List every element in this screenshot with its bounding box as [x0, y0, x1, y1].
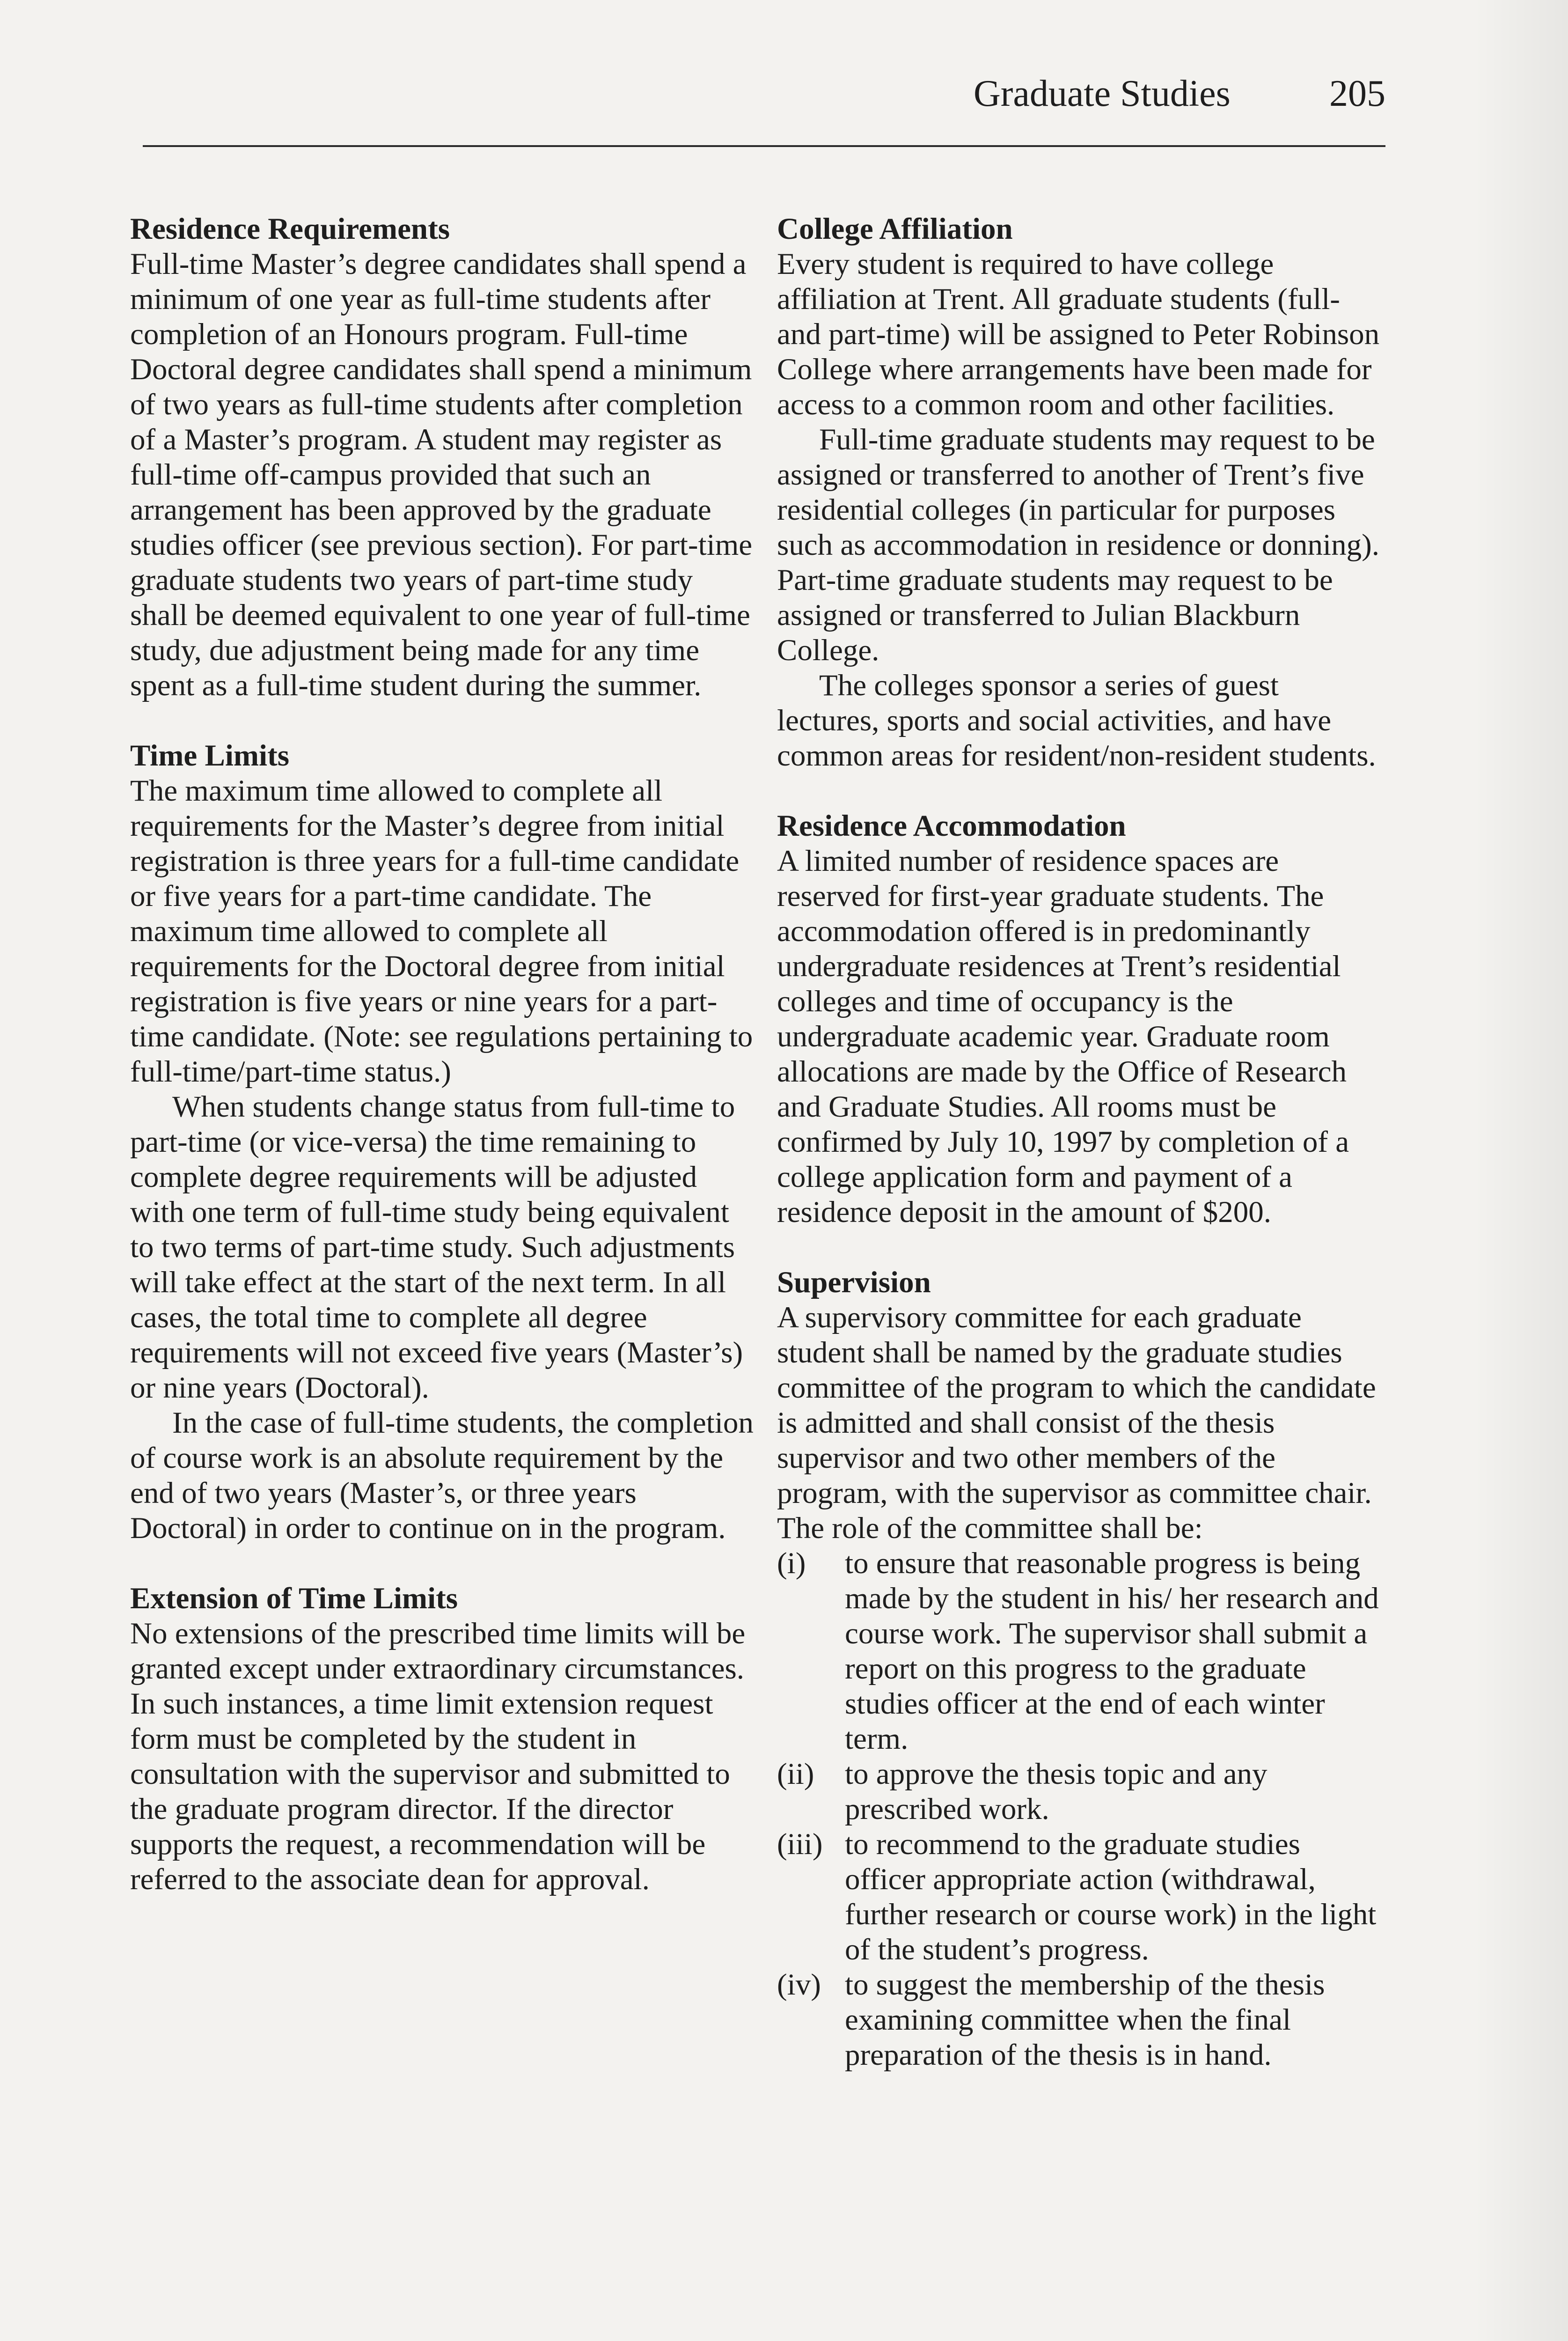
paragraph: Every student is required to have college affiliation at Trent. All graduate students (full- and part-time) will be assigned to Peter Robinson College where arrangements have been made for access to a common room and other facilities. — [777, 247, 1380, 421]
section-time-limits — [130, 738, 757, 1546]
list-item — [777, 1827, 1381, 1967]
running-header-title: Graduate Studies — [974, 73, 1231, 114]
paragraph: A supervisory committee for each graduate student shall be named by the graduate studies committee of the program to which the candidate is admitted and shall consist of the thesis supervisor and two other members of the program, with the supervisor as committee chair. — [777, 1301, 1376, 1510]
section-residence-accommodation — [777, 809, 1381, 1230]
list-item — [777, 1967, 1381, 2073]
section-heading: Extension of Time Limits — [130, 1582, 458, 1615]
left-column — [130, 212, 757, 1932]
section-heading: Residence Requirements — [130, 212, 450, 246]
paragraph: In the case of full-time students, the completion of course work is an absolute requirement by the end of two years (Master’s, or three years Doctoral) in order to continue on in the program. — [130, 1406, 754, 1545]
page-number: 205 — [1329, 73, 1385, 114]
list-item-number: (iii) — [777, 1827, 823, 1861]
list-item — [777, 1757, 1381, 1827]
section-college-affiliation — [777, 212, 1381, 773]
paragraph: No extensions of the prescribed time limits will be granted except under extraordinary circumstances. In such instances, a time limit extension request form must be completed by the student in consultation with the supervisor and submitted to the graduate program director. If the director supports the request, a recommendation will be referred to the associate dean for approval. — [130, 1617, 746, 1896]
committee-role-list — [777, 1546, 1381, 2073]
paragraph: The maximum time allowed to complete all requirements for the Master’s degree from initial registration is three years for a full-time candidate or five years for a part-time candidate. The maximum time allowed to complete all requirements for the Doctoral degree from initial registration is five years or nine years for a part-time candidate. (Note: see regulations pertaining to full-time/part-time status.) — [130, 774, 753, 1089]
section-residence-requirements — [130, 212, 757, 703]
running-header — [974, 66, 1385, 122]
page-edge-shadow — [1474, 0, 1568, 2341]
list-item — [777, 1546, 1381, 1757]
list-item-text: to suggest the membership of the thesis examining committee when the final preparation of the thesis is in hand. — [845, 1968, 1325, 2072]
section-supervision — [777, 1265, 1381, 2073]
paragraph: A limited number of residence spaces are reserved for first-year graduate students. The accommodation offered is in predominantly undergraduate residences at Trent’s residential colleges and time of occupancy is the undergraduate academic year. Graduate room allocations are made by the Office of Research and Graduate Studies. All rooms must be confirmed by July 10, 1997 by completion of a college application form and payment of a residence deposit in the amount of $200. — [777, 844, 1349, 1229]
header-rule — [143, 145, 1385, 147]
paragraph: Full-time graduate students may request to be assigned or transferred to another of Trent’s five residential colleges (in particular for purposes such as accommodation in residence or donning). Part-time graduate students may request to be assigned or transferred to Julian Blackburn College. — [777, 423, 1379, 667]
list-item-text: to approve the thesis topic and any prescribed work. — [845, 1757, 1268, 1826]
paragraph: When students change status from full-time to part-time (or vice-versa) the time remaining to complete degree requirements will be adjusted with one term of full-time study being equivalent to two terms of part-time study. Such adjustments will take effect at the start of the next term. In all cases, the total time to complete all degree requirements will not exceed five years (Master’s) or nine years (Doctoral). — [130, 1090, 743, 1405]
section-heading: Residence Accommodation — [777, 809, 1126, 843]
list-item-number: (i) — [777, 1546, 806, 1580]
paragraph: Full-time Master’s degree candidates shall spend a minimum of one year as full-time students after completion of an Honours program. Full-time Doctoral degree candidates shall spend a minimum of two years as full-time students after completion of a Master’s program. A student may register as full-time off-campus provided that such an arrangement has been approved by the graduate studies officer (see previous section). For part-time graduate students two years of part-time study shall be deemed equivalent to one year of full-time study, due adjustment being made for any time spent as a full-time student during the summer. — [130, 247, 753, 702]
list-item-text: to recommend to the graduate studies officer appropriate action (withdrawal, further research or course work) in the light of the student’s progress. — [845, 1827, 1377, 1966]
section-heading: Time Limits — [130, 739, 290, 773]
paragraph: The role of the committee shall be: — [777, 1511, 1203, 1545]
paragraph: The colleges sponsor a series of guest lectures, sports and social activities, and have common areas for resident/non-resident students. — [777, 669, 1376, 773]
section-heading: College Affiliation — [777, 212, 1013, 246]
section-heading: Supervision — [777, 1266, 931, 1299]
section-extension-of-time-limits — [130, 1581, 757, 1897]
right-column — [777, 212, 1381, 2108]
list-item-number: (ii) — [777, 1757, 814, 1791]
list-item-text: to ensure that reasonable progress is being made by the student in his/ her research and course work. The supervisor shall submit a report on this progress to the graduate studies officer at the end of each winter term. — [845, 1546, 1379, 1756]
list-item-number: (iv) — [777, 1968, 821, 2002]
